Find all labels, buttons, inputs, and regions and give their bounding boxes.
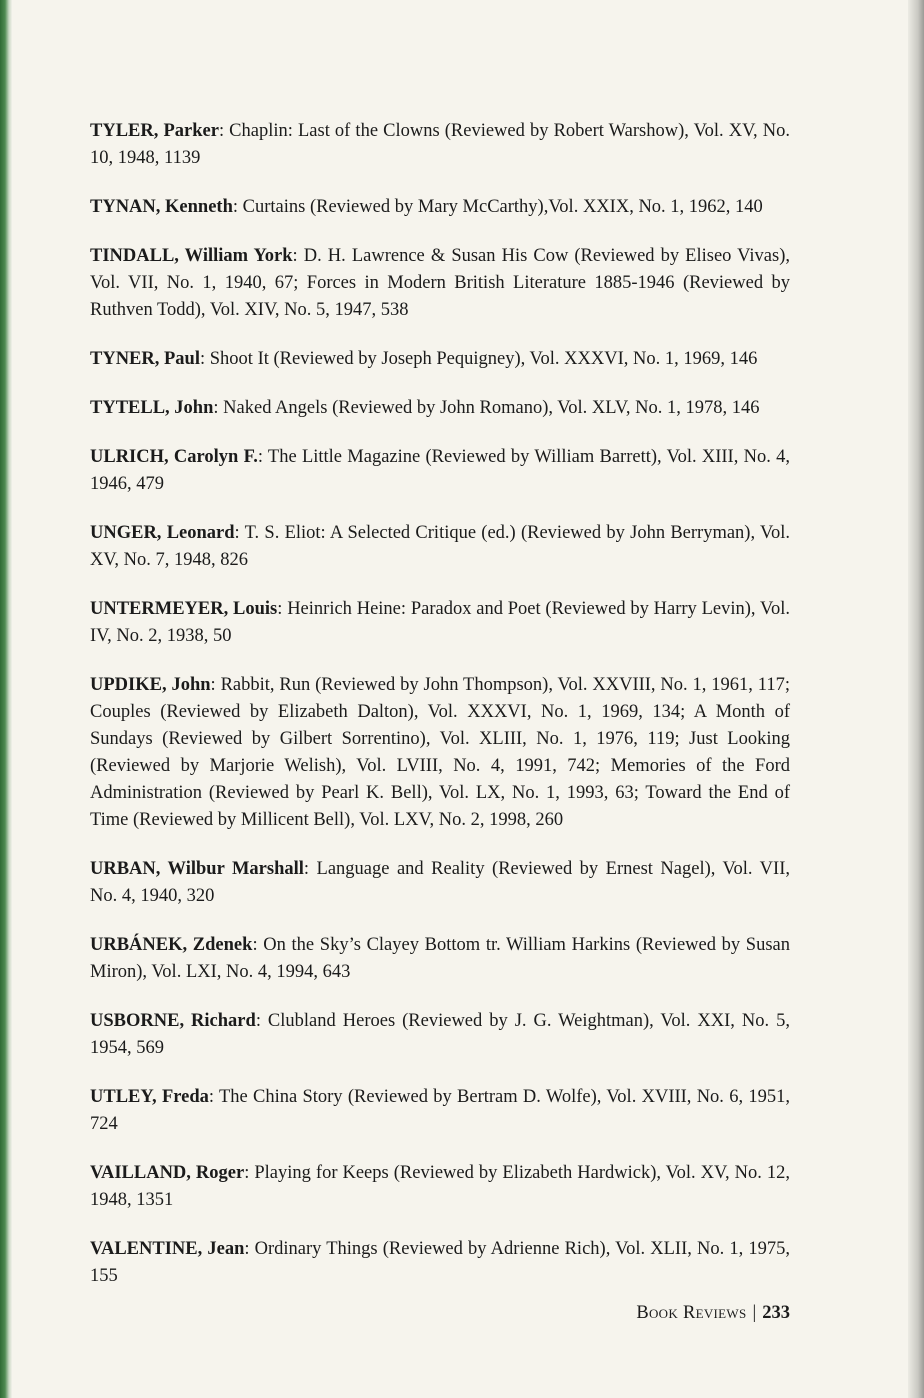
index-entry — [90, 118, 790, 172]
index-entry — [90, 520, 790, 574]
index-entry — [90, 444, 790, 498]
entry-text: : Heinrich Heine: Paradox and Poet (Reviewed by Harry Levin), Vol. IV, No. 2, 1938, 50 — [90, 599, 790, 646]
author-name: URBAN, Wilbur Marshall — [90, 859, 304, 879]
index-entry — [90, 1008, 790, 1062]
author-name: USBORNE, Richard — [90, 1011, 256, 1031]
entry-text: : The Little Magazine (Reviewed by William Barrett), Vol. XIII, No. 4, 1946, 479 — [90, 447, 790, 494]
entry-text: : Language and Reality (Reviewed by Ernest Nagel), Vol. VII, No. 4, 1940, 320 — [90, 859, 790, 906]
author-name: UNTERMEYER, Louis — [90, 599, 278, 619]
author-name: UPDIKE, John — [90, 675, 211, 695]
entry-text: : The China Story (Reviewed by Bertram D. Wolfe), Vol. XVIII, No. 6, 1951, 724 — [90, 1087, 790, 1134]
entry-text: : Rabbit, Run (Reviewed by John Thompson), Vol. XXVIII, No. 1, 1961, 117; Couples (Reviewed by Elizabeth Dalton), Vol. XXXVI, No. 1, 1969, 134; A Month of Sundays (Reviewed by Gilbert Sorrentino), Vol. XLIII, No. 1, 1976, 119; Just Looking (Reviewed by Marjorie Welish), Vol. LVIII, No. 4, 1991, 742; Memories of the Ford Administration (Reviewed by Pearl K. Bell), Vol. LX, No. 1, 1993, 63; Toward the End of Time (Reviewed by Millicent Bell), Vol. LXV, No. 2, 1998, 260 — [90, 675, 791, 830]
index-entry — [90, 395, 790, 422]
index-entry — [90, 1084, 790, 1138]
author-name: TINDALL, William York — [90, 246, 293, 266]
index-entry — [90, 346, 790, 373]
entry-text: : On the Sky’s Clayey Bottom tr. William Harkins (Reviewed by Susan Miron), Vol. LXI, No. 4, 1994, 643 — [90, 935, 791, 982]
author-name: TYNAN, Kenneth — [90, 197, 233, 217]
index-entry — [90, 672, 790, 834]
author-name: URBÁNEK, Zdenek — [90, 935, 253, 955]
author-name: TYNER, Paul — [90, 349, 200, 369]
author-name: ULRICH, Carolyn F. — [90, 447, 258, 467]
author-name: TYTELL, John — [90, 398, 214, 418]
index-entry — [90, 1236, 790, 1290]
running-footer-section: Book Reviews — [636, 1303, 747, 1323]
entry-text: : Ordinary Things (Reviewed by Adrienne Rich), Vol. XLII, No. 1, 1975, 155 — [90, 1239, 790, 1286]
entry-text: : Chaplin: Last of the Clowns (Reviewed by Robert Warshow), Vol. XV, No. 10, 1948, 1139 — [90, 121, 790, 168]
entry-text: : Clubland Heroes (Reviewed by J. G. Weightman), Vol. XXI, No. 5, 1954, 569 — [90, 1011, 790, 1058]
page-outer-edge — [908, 0, 924, 1398]
author-name: UNGER, Leonard — [90, 523, 235, 543]
author-name: VAILLAND, Roger — [90, 1163, 245, 1183]
index-entry — [90, 596, 790, 650]
entry-text: : T. S. Eliot: A Selected Critique (ed.) (Reviewed by John Berryman), Vol. XV, No. 7, 1948, 826 — [90, 523, 790, 570]
page-binding-edge — [0, 0, 12, 1398]
page-footer — [90, 1300, 790, 1327]
index-entries — [90, 118, 790, 1312]
author-name: UTLEY, Freda — [90, 1087, 209, 1107]
footer-separator: | — [752, 1303, 757, 1323]
entry-text: : Playing for Keeps (Reviewed by Elizabeth Hardwick), Vol. XV, No. 12, 1948, 1351 — [90, 1163, 790, 1210]
author-name: VALENTINE, Jean — [90, 1239, 245, 1259]
index-entry — [90, 194, 790, 221]
entry-text: : D. H. Lawrence & Susan His Cow (Reviewed by Eliseo Vivas), Vol. VII, No. 1, 1940, 67; Forces in Modern British Literature 1885-1946 (Reviewed by Ruthven Todd), Vol. XIV, No. 5, 1947, 538 — [90, 246, 791, 320]
page-number: 233 — [762, 1303, 790, 1323]
index-entry — [90, 856, 790, 910]
entry-text: : Shoot It (Reviewed by Joseph Pequigney), Vol. XXXVI, No. 1, 1969, 146 — [200, 349, 758, 369]
index-entry — [90, 932, 790, 986]
entry-text: : Naked Angels (Reviewed by John Romano), Vol. XLV, No. 1, 1978, 146 — [213, 398, 760, 418]
author-name: TYLER, Parker — [90, 121, 219, 141]
index-entry — [90, 243, 790, 324]
entry-text: : Curtains (Reviewed by Mary McCarthy),Vol. XXIX, No. 1, 1962, 140 — [232, 197, 763, 217]
index-entry — [90, 1160, 790, 1214]
